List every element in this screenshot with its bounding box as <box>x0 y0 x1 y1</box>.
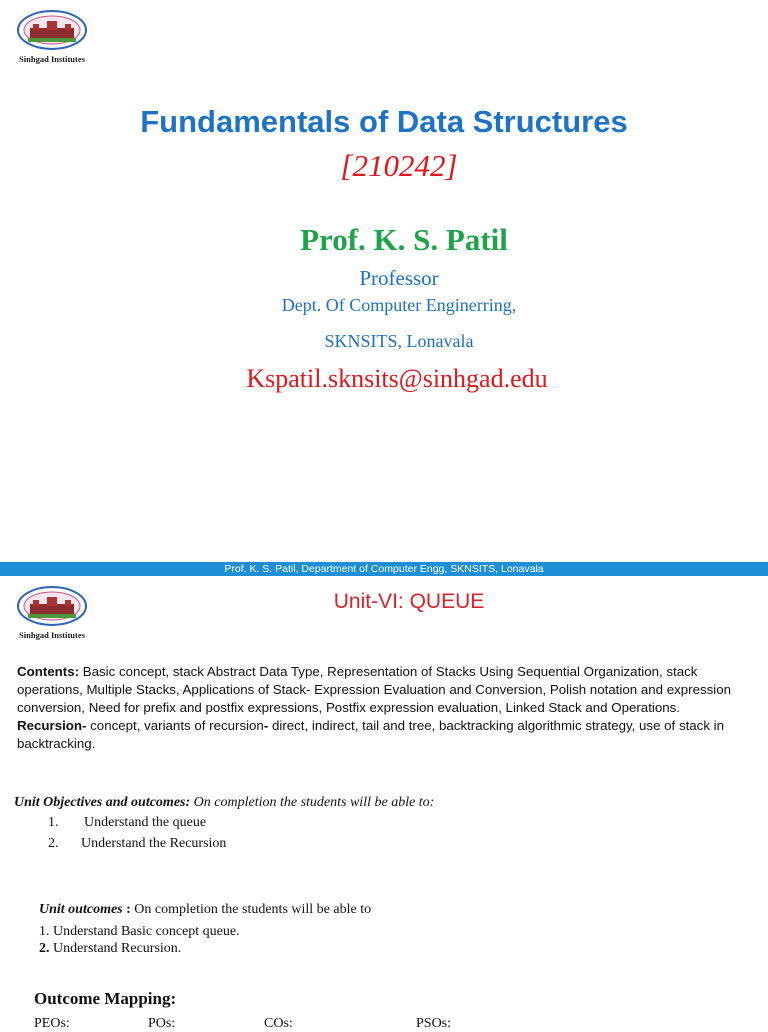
mapping-column: PEOs: <box>34 1016 70 1031</box>
objectives-text: On completion the students will be able to: <box>190 795 435 810</box>
logo-emblem-icon <box>16 10 88 54</box>
unit-objectives-heading <box>14 795 754 811</box>
author-role: Professor <box>359 266 439 290</box>
unit-slide <box>0 576 768 1031</box>
unit-title: Unit-VI: QUEUE <box>333 590 485 613</box>
unit-outcomes-heading <box>39 902 371 918</box>
outcomes-label: Unit outcomes <box>39 902 123 917</box>
contents-label: Contents: <box>17 664 80 679</box>
course-code: [210242] <box>340 148 458 183</box>
mapping-column: COs: <box>264 1016 293 1031</box>
author-institute: SKNSITS, Lonavala <box>324 331 474 351</box>
outcome-number: 1. <box>39 924 50 939</box>
outcomes-text: On completion the students will be able to <box>130 902 372 917</box>
sinhgad-logo <box>16 10 88 64</box>
unit-contents <box>17 663 747 753</box>
outcome-item <box>39 924 240 940</box>
slide-footer: Prof. K. S. Patil, Department of Computer Engg, SKNSITS, Lonavala <box>0 562 768 576</box>
objective-item <box>48 815 207 831</box>
author-email: Kspatil.sknsits@sinhgad.edu <box>246 364 548 393</box>
objectives-label: Unit Objectives and outcomes: <box>14 795 191 810</box>
outcome-text: Understand Recursion. <box>49 941 182 956</box>
objective-text: Understand the queue <box>84 815 207 830</box>
outcomes-colon: : <box>122 902 131 917</box>
author-name: Prof. K. S. Patil <box>300 222 508 257</box>
objective-number: 2. <box>48 836 59 851</box>
recursion-label: Recursion- <box>17 718 87 733</box>
mapping-column: PSOs: <box>416 1016 452 1031</box>
mapping-column: POs: <box>148 1016 176 1031</box>
outcome-text: Understand Basic concept queue. <box>49 924 240 939</box>
outcome-number: 2. <box>39 941 50 956</box>
objective-text: Understand the Recursion <box>81 836 227 851</box>
course-title: Fundamentals of Data Structures <box>140 104 628 139</box>
outcome-mapping-title: Outcome Mapping: <box>34 989 177 1008</box>
objective-item <box>48 836 227 852</box>
recursion-dash: - <box>263 718 269 733</box>
objective-number: 1. <box>48 815 59 830</box>
logo-caption: Sinhgad Institutes <box>19 630 85 640</box>
outcome-item <box>39 941 181 957</box>
recursion-text: concept, variants of recursion <box>86 718 264 733</box>
contents-text: Basic concept, stack Abstract Data Type, Representation of Stacks Using Sequential Organization, stack operations, Multiple Stacks, Applications of Stack- Expression Evaluation and Conversion, Polish notation and expression conversion, Need for prefix and postfix expressions, Postfix expression evaluation, Linked Stack and Operations. <box>17 664 731 715</box>
recursion-text: direct, indirect, tail and tree, backtracking algorithmic strategy, use of stack in backtracking. <box>17 718 725 751</box>
logo-caption: Sinhgad Institutes <box>19 54 85 64</box>
author-department: Dept. Of Computer Enginerring, <box>281 295 517 315</box>
